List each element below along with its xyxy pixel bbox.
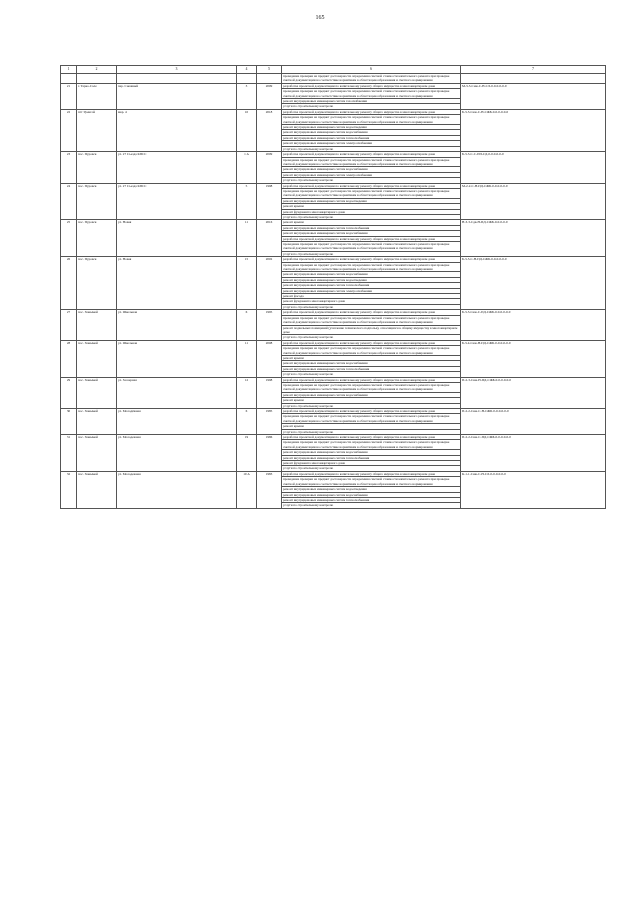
work-type-cell: разработка проектной документации по капитальному ремонту общего имущества в многоквартирном доме: [282, 340, 461, 345]
column-header: 5: [257, 66, 282, 74]
house-number-cell: 31: [61, 435, 77, 472]
work-type-cell: услуги по строительному контролю: [282, 372, 461, 377]
work-type-cell: ремонт внутридомовых инженерных систем водоотведения: [282, 277, 461, 282]
column-header: 7: [461, 66, 606, 74]
work-type-cell: услуги по строительному контролю: [282, 104, 461, 109]
work-type-cell: проведение проверки на предмет достоверности определения сметной стоимости капитального ремонта при проверке сметной документации на соответствие нормативам в области ценообразования и сметного нормирования: [282, 382, 461, 392]
column-header: 4: [237, 66, 257, 74]
object-code-cell: Б-3-3-Снж-С-Н-СЖБ-0-0-0-0-0-0: [461, 109, 606, 151]
building-number-cell: 3: [237, 83, 257, 109]
table-row: [61, 109, 606, 114]
locality-cell: пос. Пуровск: [77, 183, 117, 220]
work-type-cell: ремонт внутридомовых инженерных систем водоснабжения: [282, 392, 461, 397]
locality-cell: [77, 74, 117, 84]
object-code-cell: П-2-3-Снж-Н-ПД-СЖБ-0-0-0-0-0-0: [461, 377, 606, 408]
house-number-cell: [61, 74, 77, 84]
house-number-cell: 22: [61, 109, 77, 151]
locality-cell: пгт Уренгой: [77, 109, 117, 151]
building-number-cell: 5: [237, 183, 257, 220]
build-year-cell: 2009: [257, 152, 282, 183]
work-type-cell: ремонт подвальных помещений (утепление технического подполья), относящихся к общему имуществу в многоквартирном доме: [282, 325, 461, 335]
work-type-cell: проведение проверки на предмет достоверности определения сметной стоимости капитального ремонта при проверке сметной документации на соответствие нормативам в области ценообразования и сметного нормирования: [282, 262, 461, 272]
street-cell: ул. 27 Съезда КПСС: [117, 183, 237, 220]
work-type-cell: ремонт внутридомовых инженерных систем водоснабжения: [282, 492, 461, 497]
table-row: [61, 471, 606, 476]
work-type-cell: проведение проверки на предмет достоверности определения сметной стоимости капитального ремонта при проверке сметной документации на соответствие нормативам в области ценообразования и сметного нормирования: [282, 188, 461, 198]
build-year-cell: 1998: [257, 183, 282, 220]
work-type-cell: ремонт внутридомовых инженерных систем водоснабжения: [282, 272, 461, 277]
locality-cell: пос. Ханымей: [77, 409, 117, 435]
house-number-cell: 27: [61, 310, 77, 340]
work-type-cell: ремонт фундамента многоквартирного дома: [282, 461, 461, 466]
house-number-cell: 23: [61, 152, 77, 183]
work-type-cell: ремонт фасада: [282, 294, 461, 299]
work-type-cell: услуги по строительному контролю: [282, 403, 461, 408]
table-row: [61, 409, 606, 414]
build-year-cell: 1998: [257, 377, 282, 408]
building-number-cell: 6: [237, 409, 257, 435]
table-row: [61, 340, 606, 345]
build-year-cell: 1985: [257, 409, 282, 435]
work-type-cell: ремонт внутридомовых инженерных систем водоснабжения: [282, 450, 461, 455]
build-year-cell: [257, 74, 282, 84]
work-type-cell: разработка проектной документации по капитальному ремонту общего имущества в многоквартирном доме: [282, 236, 461, 241]
house-number-cell: 21: [61, 83, 77, 109]
work-type-cell: ремонт внутридомовых инженерных систем теплоснабжения: [282, 497, 461, 502]
street-cell: ул. Молодежная: [117, 435, 237, 472]
work-type-cell: услуги по строительному контролю: [282, 466, 461, 471]
work-type-cell: разработка проектной документации по капитальному ремонту общего имущества в многоквартирном доме: [282, 109, 461, 114]
repair-register-table: [60, 65, 606, 509]
street-cell: ул. Молодёжная: [117, 409, 237, 435]
locality-cell: пос. Ханымей: [77, 435, 117, 472]
street-cell: [117, 74, 237, 84]
work-type-cell: разработка проектной документации по капитальному ремонту общего имущества в многоквартирном доме: [282, 152, 461, 157]
locality-cell: пос. Пуровск: [77, 257, 117, 310]
table-row: [61, 257, 606, 262]
house-number-cell: 30: [61, 409, 77, 435]
work-type-cell: ремонт внутридомовых инженерных систем теплоснабжения: [282, 455, 461, 460]
work-type-cell: ремонт фундамента многоквартирного дома: [282, 209, 461, 214]
work-type-cell: проведение проверки на предмет достоверности определения сметной стоимости капитального ремонта при проверке сметной документации на соответствие нормативам в области ценообразования и сметного нормирования: [282, 477, 461, 487]
work-type-cell: разработка проектной документации по капитальному ремонту общего имущества в многоквартирном доме: [282, 409, 461, 414]
work-type-cell: разработка проектной документации по капитальному ремонту общего имущества в многоквартирном доме: [282, 257, 461, 262]
build-year-cell: 2016: [257, 220, 282, 257]
building-number-cell: 19: [237, 435, 257, 472]
object-code-cell: Н-3-3-Сдв-Н-ПД-СЖБ-0-0-0-0-0: [461, 220, 606, 257]
table-row: [61, 435, 606, 440]
work-type-cell: ремонт внутридомовых инженерных систем теплоснабжения: [282, 283, 461, 288]
work-type-cell: ремонт крыши: [282, 424, 461, 429]
work-type-cell: ремонт внутридомовых инженерных систем водоотведения: [282, 125, 461, 130]
work-type-cell: проведение проверки на предмет достоверности определения сметной стоимости капитального ремонта при проверке сметной документации на соответствие нормативам в области ценообразования и сметного нормирования: [282, 414, 461, 424]
work-type-cell: услуги по строительному контролю: [282, 503, 461, 508]
work-type-cell: разработка проектной документации по капитальному ремонту общего имущества в многоквартирном доме: [282, 83, 461, 88]
object-code-cell: П-2-2-Снж-С-ПД-СЖБ-0-0-0-0-0-0: [461, 435, 606, 472]
work-type-cell: ремонт внутридомовых инженерных систем водоотведения: [282, 487, 461, 492]
object-code-cell: М-2-2-С-Н-ПД-СЖБ-0-0-0-0-0-0: [461, 183, 606, 220]
work-type-cell: ремонт внутридомовых инженерных систем газоснабжения: [282, 99, 461, 104]
building-number-cell: 12: [237, 377, 257, 408]
work-type-cell: ремонт внутридомовых инженерных систем теплоснабжения: [282, 366, 461, 371]
object-code-cell: П-2-2-Снж-С-Н-СЖБ-0-0-0-0-0-0: [461, 409, 606, 435]
work-type-cell: услуги по строительному контролю: [282, 304, 461, 309]
work-type-cell: услуги по строительному контролю: [282, 429, 461, 434]
column-header: 1: [61, 66, 77, 74]
table-row: [61, 152, 606, 157]
locality-cell: пос. Ханымей: [77, 340, 117, 377]
table-row: [61, 377, 606, 382]
work-type-cell: ремонт внутридомовых инженерных систем электроснабжения: [282, 172, 461, 177]
build-year-cell: 1995: [257, 310, 282, 340]
work-type-cell: проведение проверки на предмет достоверности определения сметной стоимости капитального ремонта при проверке сметной документации на соответствие нормативам в области ценообразования и сметного нормирования: [282, 157, 461, 167]
street-cell: ул. Школьная: [117, 340, 237, 377]
object-code-cell: Б-3-3-Снж-С-ПД-СЖБ-0-0-0-0-0-0: [461, 310, 606, 340]
locality-cell: пос. Пуровск: [77, 152, 117, 183]
street-cell: мкр. 4: [117, 109, 237, 151]
locality-cell: пос. Ханымей: [77, 471, 117, 508]
table-row: [61, 83, 606, 88]
street-cell: ул. Новая: [117, 220, 237, 257]
house-number-cell: 32: [61, 471, 77, 508]
work-type-cell: ремонт внутридомовых инженерных систем водоотведения: [282, 198, 461, 203]
table-header-row: [61, 66, 606, 74]
street-cell: ул. Новая: [117, 257, 237, 310]
work-type-cell: проведение проверки на предмет достоверности определения сметной стоимости капитального ремонта при проверке сметной документации на соответствие нормативам в области ценообразования и сметного нормирования: [282, 315, 461, 325]
column-header: 3: [117, 66, 237, 74]
work-type-cell: ремонт внутридомовых инженерных систем водоснабжения: [282, 167, 461, 172]
work-type-cell: ремонт крыши: [282, 204, 461, 209]
work-type-cell: разработка проектной документации по капитальному ремонту общего имущества в многоквартирном доме: [282, 183, 461, 188]
work-type-cell: разработка проектной документации по капитальному ремонту общего имущества в многоквартирном доме: [282, 310, 461, 315]
work-type-cell: ремонт фундамента многоквартирного дома: [282, 299, 461, 304]
work-type-cell: ремонт внутридомовых инженерных систем водоснабжения: [282, 361, 461, 366]
build-year-cell: 2008: [257, 340, 282, 377]
work-type-cell: ремонт внутридомовых инженерных систем теплоснабжения: [282, 135, 461, 140]
house-number-cell: 24: [61, 183, 77, 220]
work-type-cell: проведение проверки на предмет достоверности определения сметной стоимости капитального ремонта при проверке сметной документации на соответствие нормативам в области ценообразования и сметного нормирования: [282, 346, 461, 356]
table-row: [61, 183, 606, 188]
locality-cell: пос. Пуровск: [77, 220, 117, 257]
work-type-cell: услуги по строительному контролю: [282, 178, 461, 183]
page-number: 165: [315, 15, 325, 21]
work-type-cell: разработка проектной документации по капитальному ремонту общего имущества в многоквартирном доме: [282, 377, 461, 382]
work-type-cell: ремонт внутридомовых инженерных систем водоснабжения: [282, 130, 461, 135]
work-type-cell: ремонт внутридомовых инженерных систем электроснабжения: [282, 288, 461, 293]
work-type-cell: ремонт крыши: [282, 355, 461, 360]
object-code-cell: М-3-3-Снж-С-Н-СЛ-0-0-0-0-0-0: [461, 83, 606, 109]
house-number-cell: 29: [61, 377, 77, 408]
work-type-cell: ремонт крыши: [282, 398, 461, 403]
build-year-cell: 2018: [257, 109, 282, 151]
build-year-cell: 2002: [257, 257, 282, 310]
object-code-cell: Б-3-3-С-Н-ПД-СЖБ-0-0-0-0-0-0: [461, 257, 606, 310]
street-cell: ул. Заозерная: [117, 377, 237, 408]
column-header: 6: [282, 66, 461, 74]
building-number-cell: 11: [237, 340, 257, 377]
building-number-cell: 10: [237, 109, 257, 151]
work-type-cell: проведение проверки на предмет достоверности определения сметной стоимости капитального ремонта при проверке сметной документации на соответствие нормативам в области ценообразования и сметного нормирования: [282, 440, 461, 450]
building-number-cell: 15: [237, 257, 257, 310]
locality-cell: г. Тарко-Сале: [77, 83, 117, 109]
street-cell: ул. Школьная: [117, 310, 237, 340]
build-year-cell: 2009: [257, 83, 282, 109]
work-type-cell: проведение проверки на предмет достоверности определения сметной стоимости капитального ремонта при проверке сметной документации на соответствие нормативам в области ценообразования и сметного нормирования: [282, 74, 461, 84]
column-header: 2: [77, 66, 117, 74]
work-type-cell: разработка проектной документации по капитальному ремонту общего имущества в многоквартирном доме: [282, 471, 461, 476]
object-code-cell: К-1-1-Снж-С-Н-СЛ-0-0-0-0-0-0: [461, 471, 606, 508]
locality-cell: пос. Ханымей: [77, 310, 117, 340]
house-number-cell: 28: [61, 340, 77, 377]
street-cell: ул. 27 Съезда КПСС: [117, 152, 237, 183]
work-type-cell: ремонт внутридомовых инженерных систем электроснабжения: [282, 141, 461, 146]
work-type-cell: услуги по строительному контролю: [282, 335, 461, 340]
work-type-cell: услуги по строительному контролю: [282, 251, 461, 256]
house-number-cell: 26: [61, 257, 77, 310]
work-type-cell: ремонт внутридомовых инженерных систем теплоснабжения: [282, 225, 461, 230]
work-type-cell: разработка проектной документации по капитальному ремонту общего имущества в многоквартирном доме: [282, 435, 461, 440]
building-number-cell: 10 А: [237, 471, 257, 508]
work-type-cell: проведение проверки на предмет достоверности определения сметной стоимости капитального ремонта при проверке сметной документации на соответствие нормативам в области ценообразования и сметного нормирования: [282, 89, 461, 99]
work-type-cell: услуги по строительному контролю: [282, 214, 461, 219]
building-number-cell: 1 А: [237, 152, 257, 183]
work-type-cell: проведение проверки на предмет достоверности определения сметной стоимости капитального ремонта при проверке сметной документации на соответствие нормативам в области ценообразования и сметного нормирования: [282, 115, 461, 125]
building-number-cell: 6: [237, 310, 257, 340]
street-cell: ул. Молодежная: [117, 471, 237, 508]
building-number-cell: 11: [237, 220, 257, 257]
street-cell: пер. Снежный: [117, 83, 237, 109]
build-year-cell: 1986: [257, 435, 282, 472]
locality-cell: пос. Ханымей: [77, 377, 117, 408]
work-type-cell: ремонт внутридомовых инженерных систем водоснабжения: [282, 231, 461, 236]
work-type-cell: ремонт крыши: [282, 220, 461, 225]
house-number-cell: 25: [61, 220, 77, 257]
work-type-cell: услуги по строительному контролю: [282, 146, 461, 151]
object-code-cell: Б-3-3-С-С-ПП-СД-0-0-0-0-0-0: [461, 152, 606, 183]
table-row: [61, 74, 606, 84]
object-code-cell: [461, 74, 606, 84]
table-row: [61, 310, 606, 315]
building-number-cell: [237, 74, 257, 84]
object-code-cell: Б-3-4-Снж-Н-ПД-СЖБ-0-0-0-0-0-0: [461, 340, 606, 377]
work-type-cell: проведение проверки на предмет достоверности определения сметной стоимости капитального ремонта при проверке сметной документации на соответствие нормативам в области ценообразования и сметного нормирования: [282, 242, 461, 252]
build-year-cell: 1983: [257, 471, 282, 508]
